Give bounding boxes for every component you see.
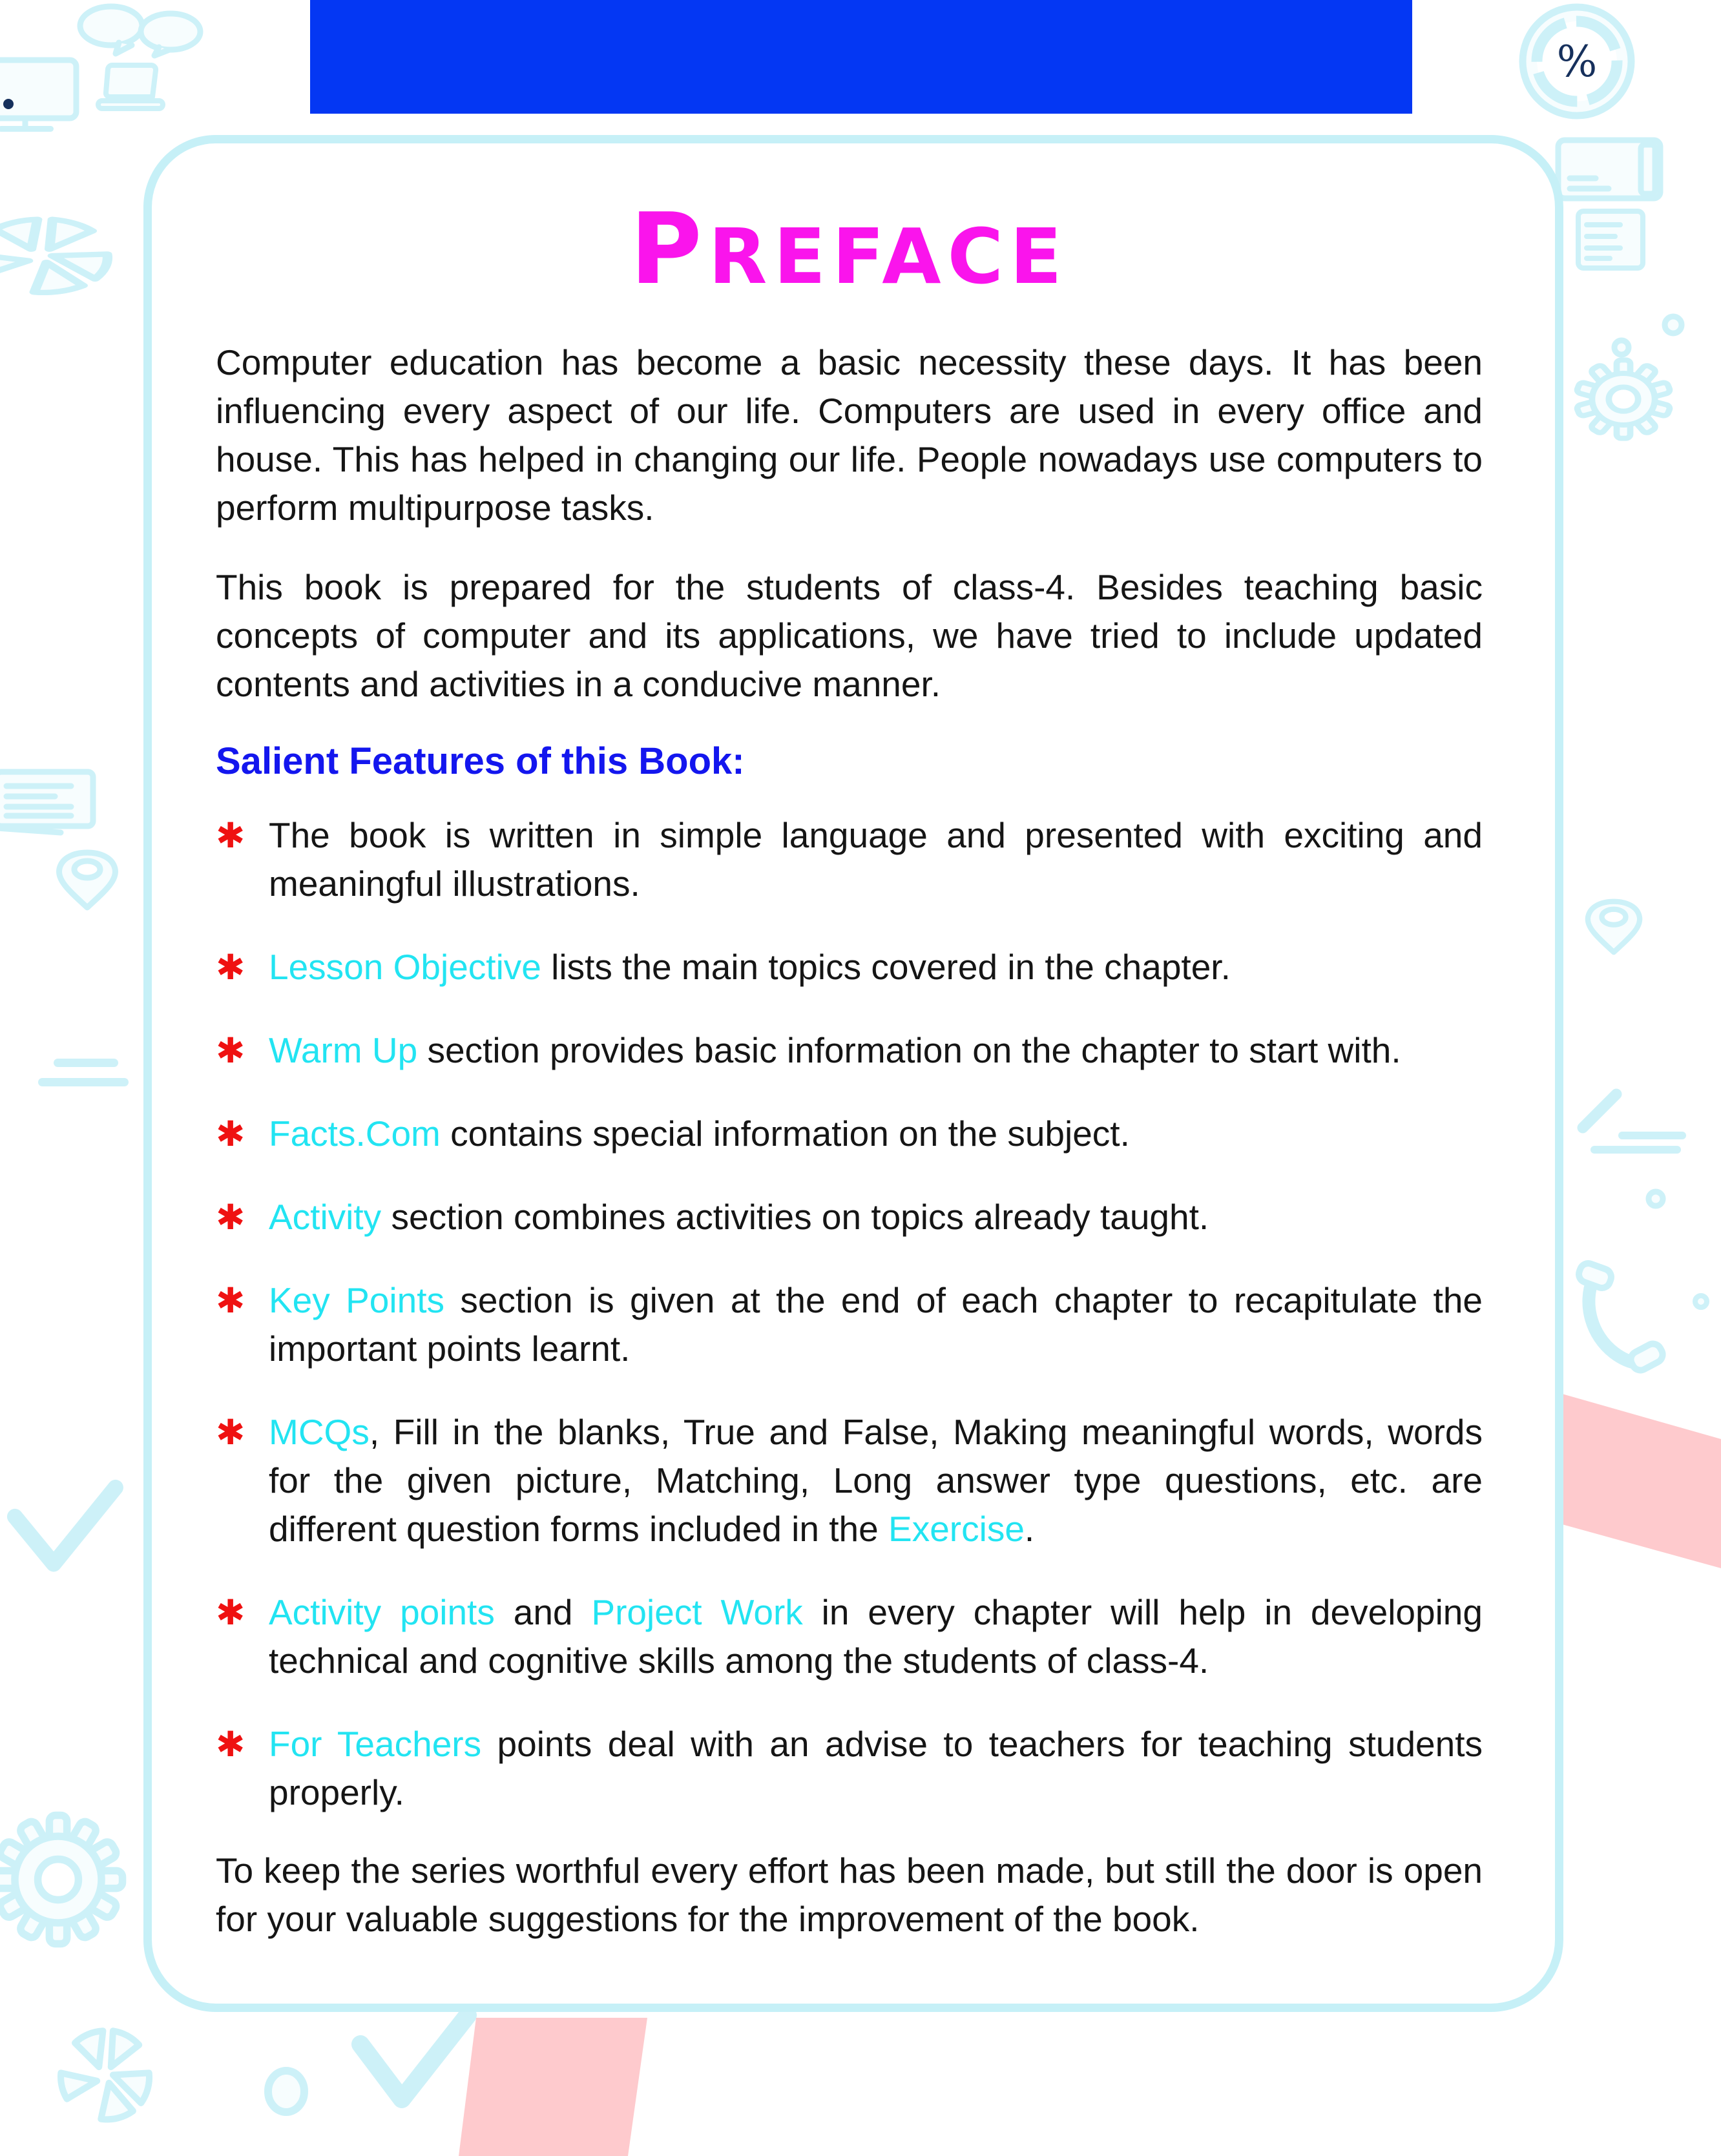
feature-text [269, 1408, 1483, 1553]
header-bar [310, 0, 1412, 114]
dot-icon [1644, 1187, 1667, 1210]
bullet-asterisk-icon: ✱ [216, 1030, 245, 1071]
page-title [216, 192, 1483, 306]
features-heading: Salient Features of this Book: [216, 740, 745, 782]
feature-text [269, 1588, 1483, 1685]
intro-paragraph-2: This book is prepared for the students of class-4. Besides teaching basic concepts of computer and its applications, we have tried to include updated contents and activities in a conducive manner. [216, 567, 1483, 704]
feature-text [269, 811, 1483, 908]
percent-donut-icon [1517, 1, 1637, 121]
globe-pie-icon [55, 2025, 155, 2125]
phone-icon [1574, 1259, 1664, 1369]
bullet-asterisk-icon: ✱ [216, 1114, 245, 1154]
feature-item [216, 1026, 1483, 1075]
feature-text [269, 1026, 1483, 1075]
feature-body-text: contains special information on the subject. [440, 1114, 1130, 1154]
feature-text [269, 1110, 1483, 1158]
feature-item [216, 1110, 1483, 1158]
feature-text [269, 943, 1483, 991]
dot-icon [1691, 1292, 1711, 1311]
feature-body-text: , Fill in the blanks, True and False, Making meaningful words, words for the given picture, Matching, Long answer type questions, etc. are different question forms included in the [269, 1412, 1483, 1549]
feature-body-text: points deal with an advise to teachers for teaching students properly. [269, 1724, 1483, 1812]
feature-keyword: Activity [269, 1197, 382, 1237]
feature-body-text: The book is written in simple language and presented with exciting and meaningful illustrations. [269, 815, 1483, 904]
pencil-icon [1575, 1085, 1636, 1137]
feature-text [269, 1193, 1483, 1241]
monitor-icon [0, 57, 100, 134]
gear-icon [0, 1809, 129, 1951]
content-panel [143, 135, 1563, 2012]
title-initial: P [630, 192, 709, 306]
title-rest: REFACE [708, 212, 1069, 301]
feature-body-text: . [1024, 1509, 1035, 1549]
equals-lines-icon [36, 1056, 132, 1090]
feature-text [269, 1276, 1483, 1373]
feature-keyword: Project Work [591, 1592, 803, 1632]
pie-chart-icon [0, 214, 116, 297]
dot-icon [1660, 312, 1686, 338]
feature-keyword: MCQs [269, 1412, 370, 1452]
speech-bubbles-icon [72, 4, 211, 57]
gear-icon [1569, 354, 1678, 444]
line-icon [1591, 1146, 1681, 1154]
map-pin-icon [1575, 898, 1653, 956]
feature-body-text: lists the main topics covered in the chapter. [541, 947, 1231, 987]
intro-paragraph-1: Computer education has become a basic necessity these days. It has been influencing every aspect of our life. Computers are used in every office and house. This has helped in changing our life. People nowadays use computers to perform multipurpose tasks. [216, 342, 1483, 528]
bullet-asterisk-icon: ✱ [216, 947, 245, 988]
pink-shape-bottom [457, 2015, 649, 2156]
pink-shape-right [1562, 1389, 1721, 1573]
feature-keyword: Exercise [888, 1509, 1025, 1549]
feature-body-text: in every chapter will help in developing technical and cognitive skills among the students of class-4. [269, 1592, 1483, 1681]
bullet-asterisk-icon: ✱ [216, 1197, 245, 1238]
calculator-icon [1575, 208, 1653, 276]
feature-item [216, 1276, 1483, 1373]
feature-item [216, 811, 1483, 908]
feature-item [216, 1588, 1483, 1685]
line-icon [1618, 1132, 1686, 1139]
circle-dot-icon [262, 2066, 311, 2117]
feature-keyword: Warm Up [269, 1030, 418, 1070]
bullet-asterisk-icon: ✱ [216, 815, 245, 856]
power-dot-icon [3, 99, 14, 109]
closing-paragraph: To keep the series worthful every effort has been made, but still the door is open for your valuable suggestions for the improvement of the book. [216, 1850, 1483, 1939]
features-list [216, 811, 1483, 1817]
feature-keyword: Facts.Com [269, 1114, 441, 1154]
laptop-icon [96, 61, 167, 115]
feature-item [216, 1720, 1483, 1817]
feature-body-text: section combines activities on topics already taught. [381, 1197, 1209, 1237]
feature-body-text: and [494, 1592, 592, 1632]
bullet-asterisk-icon: ✱ [216, 1724, 245, 1765]
feature-body-text: section is given at the end of each chapter to recapitulate the important points learnt. [269, 1280, 1483, 1369]
feature-text [269, 1720, 1483, 1817]
bullet-asterisk-icon: ✱ [216, 1412, 245, 1453]
monitor-icon [1544, 137, 1673, 214]
feature-body-text: section provides basic information on the chapter to start with. [417, 1030, 1401, 1070]
feature-keyword: Lesson Objective [269, 947, 541, 987]
feature-keyword: Key Points [269, 1280, 444, 1320]
document-icon [0, 769, 103, 836]
feature-item [216, 943, 1483, 991]
percent-symbol: % [1556, 36, 1598, 87]
feature-item [216, 1408, 1483, 1553]
bullet-asterisk-icon: ✱ [216, 1592, 245, 1633]
feature-item [216, 1193, 1483, 1241]
bullet-asterisk-icon: ✱ [216, 1280, 245, 1321]
feature-keyword: For Teachers [269, 1724, 482, 1764]
checkmark-icon [3, 1479, 126, 1576]
feature-keyword: Activity points [269, 1592, 495, 1632]
map-pin-icon [45, 849, 129, 911]
